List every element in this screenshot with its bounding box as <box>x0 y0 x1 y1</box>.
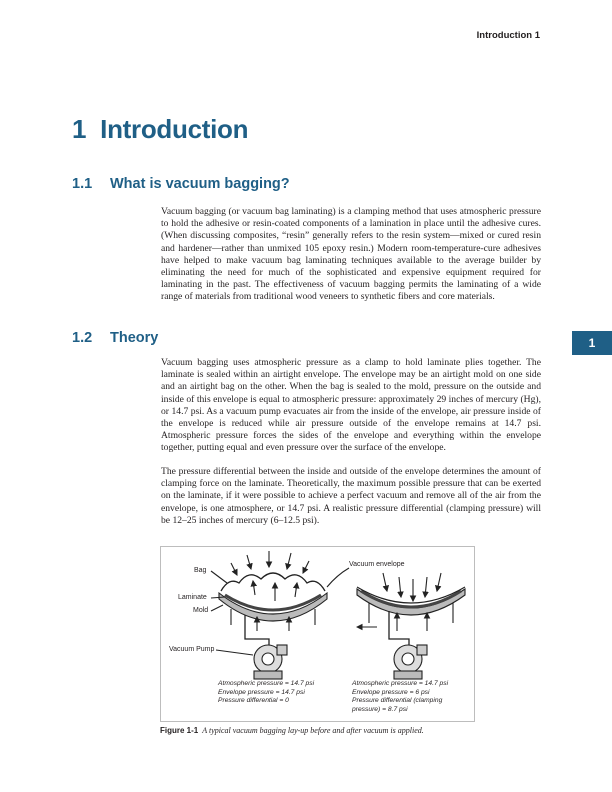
after-assembly <box>357 573 465 679</box>
bag-shape <box>221 573 325 591</box>
after-conditions <box>352 680 467 714</box>
before-atmospheric-pressure: Atmospheric pressure = 14.7 psi <box>218 680 315 687</box>
before-envelope-pressure: Envelope pressure = 14.7 psi <box>218 688 305 696</box>
before-pressure-differential: Pressure differential = 0 <box>218 697 289 705</box>
section-number: 1.1 <box>72 176 93 192</box>
label-vacuum-envelope: Vacuum envelope <box>349 561 405 568</box>
paragraph-what-is-vacuum-bagging: Vacuum bagging (or vacuum bag laminating) is a clamping method that uses atmospheric pressure to hold the adhesive or resin-coated components of a lamination in place until the adhesive cures. (When discussing composites, “resin” generally refers to the resin system—mixed or cured resin and hardener—rather than unmixed 105 epoxy resin.) Modern room-temperature-cure adhesives have helped to make vacuum bag laminating techniques available to the average builder by eliminating the need for much of the sophisticated and expensive equipment required for laminating in the past. The effectiveness of vacuum bagging permits the laminating of a wide range of materials from traditional wood veneers to synthetic fibers and core materials. <box>161 206 541 303</box>
after-atmospheric-pressure: Atmospheric pressure = 14.7 psi <box>352 680 449 687</box>
label-mold: Mold <box>193 607 209 614</box>
mold-shape <box>219 593 327 621</box>
label-vacuum-pump: Vacuum Pump <box>169 646 215 653</box>
section-heading-what-is-vacuum-bagging <box>72 176 290 192</box>
section-number: 1.2 <box>72 330 93 346</box>
after-envelope-pressure: Envelope pressure = 6 psi <box>352 688 430 696</box>
label-bag: Bag <box>194 567 207 574</box>
figure-number: Figure 1-1 <box>160 726 199 735</box>
after-pressure-differential: Pressure differential (clamping pressure) = 8.7 psi <box>352 697 443 713</box>
figure-caption <box>160 726 424 735</box>
running-header: Introduction 1 <box>476 30 540 41</box>
section-title: Theory <box>110 330 159 346</box>
figure-vacuum-bagging <box>160 546 475 722</box>
mold-shape <box>357 589 465 615</box>
paragraph-theory-1: Vacuum bagging uses atmospheric pressure as a clamp to hold laminate plies together. The laminate is sealed within an airtight envelope. The envelope may be an airtight mold on one side and an airtight bag on the other. When the bag is sealed to the mold, pressure on the outside and inside of this envelope is equal to atmospheric pressure: approximately 29 inches of mercury (Hg), or 14.7 psi. As a vacuum pump evacuates air from the inside of the envelope, air pressure inside of the envelope is reduced while air pressure outside of the envelope remains at 14.7 psi. Atmospheric pressure forces the sides of the envelope and everything within the envelope together, putting equal and even pressure over the surface of the envelope. <box>161 357 541 454</box>
figure-caption-text: A typical vacuum bagging lay-up before and after vacuum is applied. <box>202 726 424 735</box>
before-assembly <box>211 551 349 679</box>
chapter-title <box>72 114 248 145</box>
paragraph-theory-2: The pressure differential between the inside and outside of the envelope determines the amount of clamping force on the laminate. Theoretically, the maximum possible pressure that can be exerted on the laminate, if it were possible to achieve a perfect vacuum and remove all of the air from the envelope, is one atmosphere, or 14.7 psi. A realistic pressure differential (clamping pressure) will be 12–25 inches of mercury (6–12.5 psi). <box>161 466 541 526</box>
before-conditions <box>218 680 314 706</box>
label-laminate: Laminate <box>178 594 207 601</box>
section-title: What is vacuum bagging? <box>110 176 290 192</box>
chapter-side-tab: 1 <box>572 331 612 355</box>
chapter-title-text: Introduction <box>100 114 249 144</box>
section-heading-theory <box>72 330 158 346</box>
chapter-number: 1 <box>72 114 87 144</box>
